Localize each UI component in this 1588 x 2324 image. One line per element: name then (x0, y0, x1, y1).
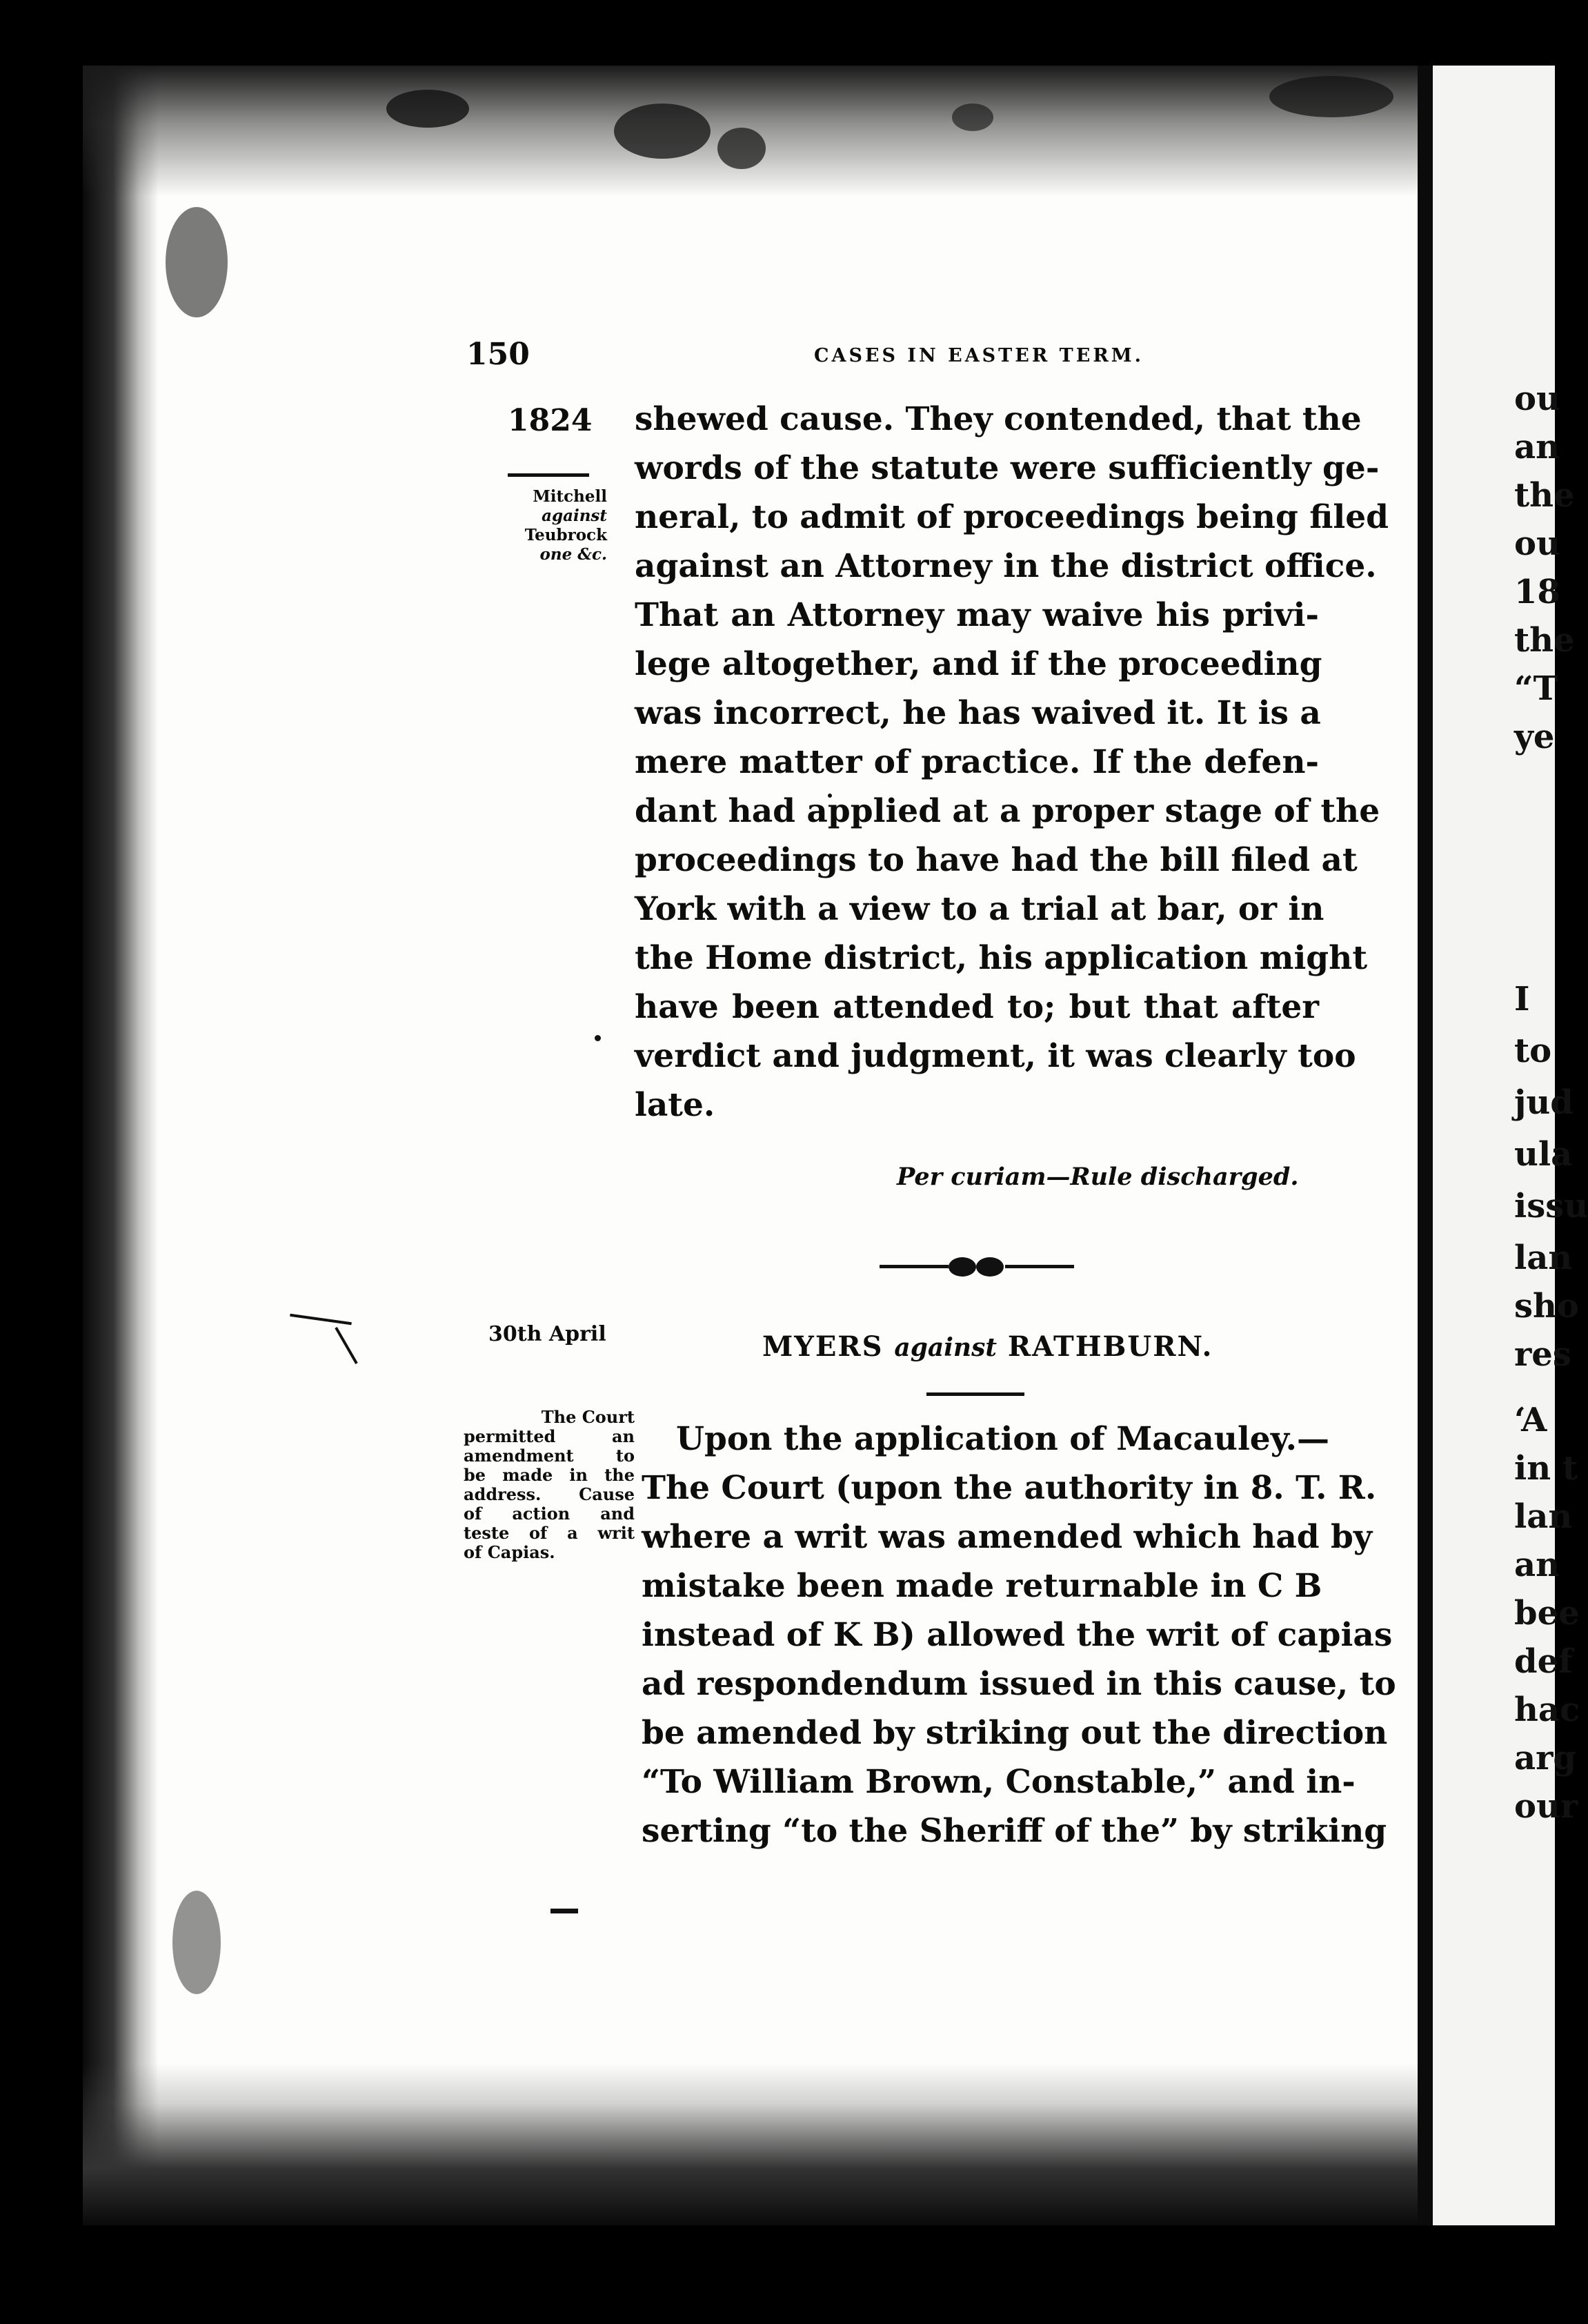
text-line: serting “to the Sheriff of the” by striking (642, 1812, 1387, 1850)
text-line: against an Attorney in the district office. (635, 547, 1377, 585)
ink-blot (386, 90, 469, 128)
text-line: instead of K B) allowed the writ of capias (642, 1616, 1393, 1654)
facing-page-text-fragment: “T (1514, 669, 1558, 708)
page-edge-shadow-left (83, 66, 159, 2225)
page-edge-shadow-bottom (83, 2063, 1435, 2225)
case-ref-line: against (542, 506, 607, 525)
section-ornament (880, 1256, 1080, 1277)
text-line: The Court (upon the authority in 8. T. R. (642, 1469, 1377, 1507)
paragraph-one (635, 395, 1389, 1130)
text-line: verdict and judgment, it was clearly too (635, 1037, 1356, 1075)
text-line: ad respondendum issued in this cause, to (642, 1665, 1396, 1703)
ink-blot (172, 1891, 221, 1994)
facing-page-fragment (1433, 66, 1588, 2225)
facing-page-text-fragment: ye (1514, 718, 1555, 756)
headnote-line: permitted an (464, 1426, 635, 1446)
text-line: shewed cause. They contended, that the (635, 400, 1362, 438)
text-line: dant had applied at a proper stage of the (635, 792, 1380, 830)
text-line: mistake been made returnable in C B (642, 1567, 1322, 1605)
facing-page-text-fragment: bee (1514, 1594, 1580, 1633)
facing-page-text-fragment: lan (1514, 1239, 1573, 1277)
facing-page-text-fragment: sho (1514, 1287, 1579, 1326)
case-ref-line: one &c. (539, 545, 607, 564)
facing-page-text-fragment: an (1514, 428, 1560, 466)
ink-blot (1269, 76, 1393, 117)
facing-page-text-fragment: to (1514, 1032, 1552, 1070)
facing-page-text-fragment: hac (1514, 1691, 1580, 1729)
text-line: words of the statute were sufficiently ge- (635, 449, 1380, 487)
stray-mark (550, 1909, 578, 1913)
facing-page-text-fragment: 18 (1514, 573, 1560, 611)
ink-blot (166, 207, 228, 317)
margin-case-reference (483, 487, 607, 564)
ornament-dot (976, 1257, 1004, 1277)
facing-page-text-fragment: ou (1514, 524, 1560, 563)
text-line: where a writ was amended which had by (642, 1518, 1373, 1556)
facing-page-text-fragment: jud (1514, 1083, 1574, 1122)
text-line: proceedings to have had the bill filed at (635, 841, 1358, 879)
facing-page-text-fragment: our (1514, 1787, 1578, 1826)
disposition: Per curiam—Rule discharged. (897, 1163, 1299, 1191)
page-edge-shadow-top (83, 66, 1435, 197)
headnote-line: The Court (541, 1407, 635, 1427)
year-rule (508, 473, 589, 477)
stray-mark (595, 1035, 601, 1041)
text-line: mere matter of practice. If the defen- (635, 743, 1319, 781)
headnote-line: teste of a writ (464, 1523, 635, 1543)
headnote-line: of action and (464, 1504, 635, 1524)
facing-page-text-fragment: the (1514, 621, 1575, 660)
text-line: late. (635, 1086, 715, 1124)
facing-page-text-fragment: the (1514, 476, 1575, 515)
text-line: lege altogether, and if the proceeding (635, 645, 1322, 683)
facing-page-text-fragment: I (1514, 980, 1530, 1018)
case-defendant: RATHBURN. (1007, 1330, 1213, 1363)
facing-page-text-fragment: an (1514, 1546, 1560, 1584)
facing-page-text-fragment: ula (1514, 1135, 1573, 1174)
case-plaintiff: MYERS (762, 1330, 884, 1363)
margin-year: 1824 (508, 403, 593, 438)
facing-page-text-fragment: res (1514, 1335, 1571, 1374)
book-page (83, 66, 1435, 2225)
headnote (464, 1408, 635, 1562)
text-line: be amended by striking out the direction (642, 1714, 1388, 1752)
paragraph-two (642, 1415, 1396, 1855)
text-line: neral, to admit of proceedings being filed (635, 498, 1389, 536)
ink-blot (952, 104, 993, 131)
page-number: 150 (466, 337, 530, 372)
case-ref-line: Teubrock (524, 526, 607, 544)
text-line: “To William Brown, Constable,” and in- (642, 1763, 1356, 1801)
headnote-line: amendment to (464, 1446, 635, 1466)
facing-page-text-fragment: ou (1514, 380, 1560, 418)
text-line: have been attended to; but that after (635, 988, 1319, 1026)
running-head: CASES IN EASTER TERM. (814, 345, 1144, 366)
text-line: That an Attorney may waive his privi- (635, 596, 1319, 634)
headnote-line: be made in the (464, 1465, 635, 1485)
facing-page-text-fragment: issu (1514, 1187, 1588, 1225)
headnote-line: address. Cause (464, 1484, 635, 1504)
ink-blot (614, 104, 711, 159)
ornament-dot (949, 1257, 976, 1277)
case-against: against (894, 1333, 997, 1362)
case-ref-line: Mitchell (533, 487, 607, 506)
facing-page-text-fragment: lan (1514, 1497, 1573, 1536)
title-rule (926, 1392, 1024, 1396)
ornament-rule-left (880, 1265, 949, 1268)
ink-blot (717, 128, 766, 169)
text-line: the Home district, his application might (635, 939, 1368, 977)
facing-page-text-fragment: def (1514, 1642, 1573, 1681)
facing-page-text-fragment: arg (1514, 1739, 1576, 1778)
case-date: 30th April (488, 1322, 606, 1346)
case-title (762, 1330, 1213, 1363)
text-line: was incorrect, he has waived it. It is a (635, 694, 1321, 732)
text-line: York with a view to a trial at bar, or in (635, 890, 1324, 928)
text-line: Upon the application of Macauley.— (676, 1420, 1329, 1458)
binding-gutter (1418, 66, 1433, 2225)
facing-page-text-fragment: in t (1514, 1449, 1578, 1488)
facing-page-text-fragment: ‘A (1514, 1401, 1547, 1439)
ornament-rule-right (1005, 1265, 1074, 1268)
headnote-line: of Capias. (464, 1542, 555, 1562)
